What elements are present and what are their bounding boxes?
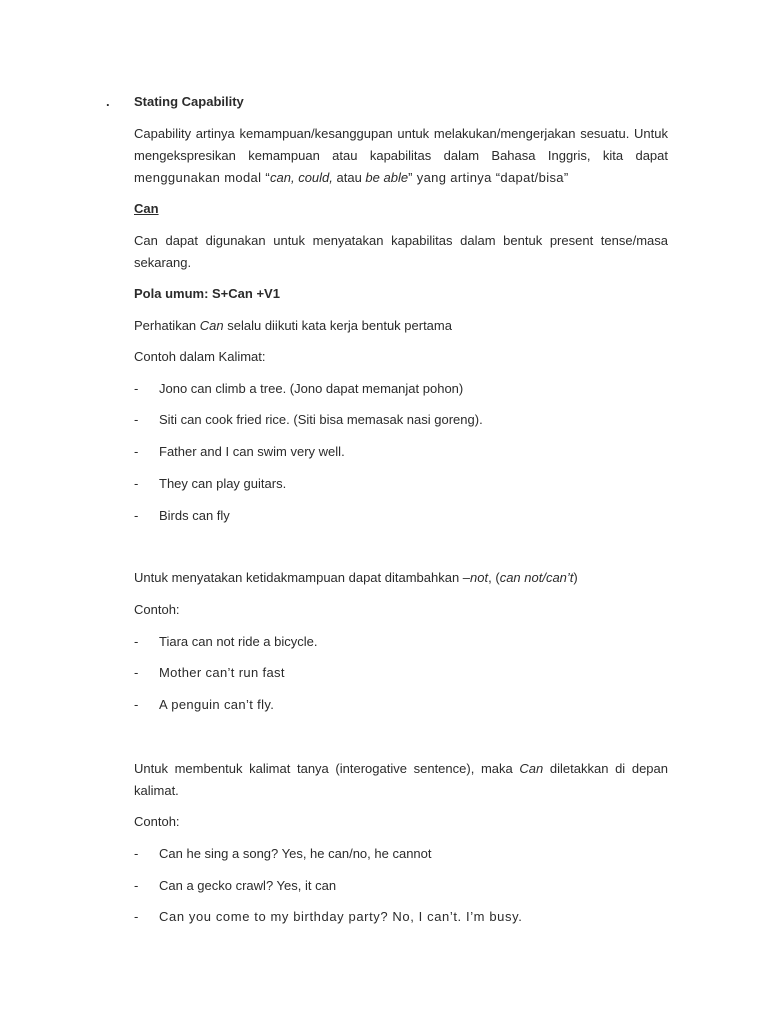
question-word: Can <box>519 761 544 776</box>
examples-heading-3: Contoh: <box>134 814 180 829</box>
list-item-text: Can he sing a song? Yes, he can/no, he cannot <box>159 846 432 861</box>
list-dash: - <box>134 665 139 680</box>
can-description: Can dapat digunakan untuk menyatakan kapabilitas dalam bentuk present tense/masa sekarang. <box>134 233 668 270</box>
intro-text: Capability artinya kemampuan/kesanggupan untuk melakukan/mengerjakan sesuatu. Untuk mengekspresikan kemampuan atau kapabilitas dalam Bahasa Inggris, kita dapat <box>134 126 668 163</box>
intro-modal-prefix: menggunakan modal “ <box>134 170 271 185</box>
list-dash: - <box>134 634 139 649</box>
list-item-text: They can play guitars. <box>159 476 287 491</box>
list-dash: - <box>134 846 139 861</box>
list-item-text: Tiara can not ride a bicycle. <box>159 634 318 649</box>
question-paragraph <box>134 758 668 802</box>
note-prefix: Perhatikan <box>134 318 200 333</box>
negation-paragraph <box>134 567 668 589</box>
question-prefix: Untuk membentuk kalimat tanya (interogative sentence), maka <box>134 761 520 776</box>
negation-forms: can not/can’t <box>499 570 574 585</box>
intro-suffix: ” yang artinya “dapat/bisa” <box>408 170 569 185</box>
section-bullet: . <box>106 94 110 109</box>
list-dash: - <box>134 697 139 712</box>
list-item-text: Jono can climb a tree. (Jono dapat memanjat pohon) <box>159 381 464 396</box>
question-suffix: diletakkan di depan kalimat. <box>134 761 668 798</box>
list-dash: - <box>134 909 139 924</box>
list-item-text: Father and I can swim very well. <box>159 444 345 459</box>
note-word: Can <box>199 318 224 333</box>
list-dash: - <box>134 412 139 427</box>
negation-middle: , ( <box>488 570 500 585</box>
list-item-text: Mother can’t run fast <box>159 665 285 680</box>
list-item-text: A penguin can’t fly. <box>159 697 275 712</box>
note-suffix: selalu diikuti kata kerja bentuk pertama <box>223 318 452 333</box>
intro-modals: can, could, <box>270 170 333 185</box>
intro-atau: atau <box>332 170 366 185</box>
list-item-text: Birds can fly <box>159 508 230 523</box>
negation-not: not <box>470 570 489 585</box>
intro-be-able: be able <box>365 170 409 185</box>
list-dash: - <box>134 878 139 893</box>
negation-suffix: ) <box>573 570 578 585</box>
list-dash: - <box>134 476 139 491</box>
list-item-text: Can you come to my birthday party? No, I can’t. I’m busy. <box>159 909 523 924</box>
can-note <box>134 315 668 337</box>
list-dash: - <box>134 508 139 523</box>
pattern-formula: Pola umum: S+Can +V1 <box>134 286 280 301</box>
examples-heading-2: Contoh: <box>134 602 180 617</box>
section-title: Stating Capability <box>134 94 244 109</box>
list-dash: - <box>134 381 139 396</box>
list-item-text: Siti can cook fried rice. (Siti bisa memasak nasi goreng). <box>159 412 483 427</box>
examples-heading-1: Contoh dalam Kalimat: <box>134 349 266 364</box>
list-item-text: Can a gecko crawl? Yes, it can <box>159 878 337 893</box>
list-dash: - <box>134 444 139 459</box>
intro-paragraph <box>134 123 668 189</box>
can-heading: Can <box>134 201 159 216</box>
negation-prefix: Untuk menyatakan ketidakmampuan dapat ditambahkan – <box>134 570 471 585</box>
